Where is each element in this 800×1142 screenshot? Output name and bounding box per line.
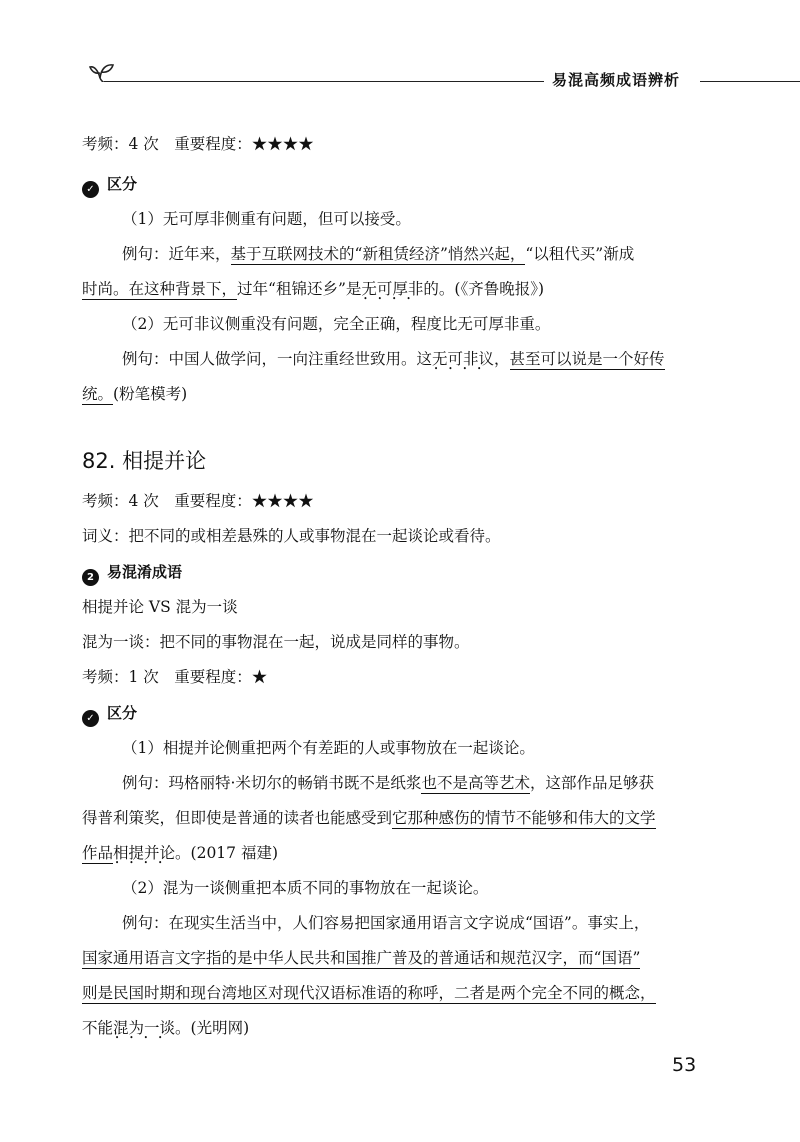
example-sentence: 例句：玛格丽特·米切尔的畅销书既不是纸浆也不是高等艺术，这部作品足够获 xyxy=(122,774,654,792)
meaning-line: 词义：把不同的或相差悬殊的人或事物混在一起谈论或看待。 xyxy=(82,527,501,545)
frequency-line: 考频：4 次 重要程度：★★★★ xyxy=(82,135,314,153)
running-header xyxy=(0,52,800,92)
number-two-icon: 2 xyxy=(82,569,99,586)
section-heading-confusable: 2 易混淆成语 xyxy=(82,561,182,586)
header-rule-left xyxy=(104,81,544,82)
header-title: 易混高频成语辨析 xyxy=(552,71,681,89)
example-sentence: 例句：近年来，基于互联网技术的“新租赁经济”悄然兴起，“以租代买”渐成 xyxy=(122,245,635,263)
frequency-line: 考频：1 次 重要程度：★ xyxy=(82,668,268,686)
example-sentence: 例句：中国人做学问，一向注重经世致用。这无可非议 • • • •，甚至可以说是一个好传 xyxy=(122,348,665,370)
paragraph: （1）无可厚非侧重有问题，但可以接受。 xyxy=(122,210,411,228)
paragraph: （2）混为一谈侧重把本质不同的事物放在一起谈论。 xyxy=(122,879,489,897)
paragraph: （1）相提并论侧重把两个有差距的人或事物放在一起谈论。 xyxy=(122,739,535,757)
meaning-line: 混为一谈：把不同的事物混在一起，说成是同样的事物。 xyxy=(82,633,470,651)
example-sentence: 例句：在现实生活当中，人们容易把国家通用语言文字说成“国语”。事实上， xyxy=(122,914,650,932)
sprout-icon xyxy=(88,56,116,82)
example-sentence-cont: 统。(粉笔模考) xyxy=(82,385,188,403)
example-sentence-cont: 时尚。在这种背景下，过年“租锦还乡”是无可厚非 • • • •的。(《齐鲁晚报》) xyxy=(82,278,544,300)
paragraph: （2）无可非议侧重没有问题，完全正确，程度比无可厚非重。 xyxy=(122,315,551,333)
page-number: 53 xyxy=(672,1054,697,1076)
example-sentence-cont: 则是民国时期和现台湾地区对现代汉语标准语的称呼，二者是两个完全不同的概念， xyxy=(82,984,656,1002)
entry-title: 82. 相提并论 xyxy=(82,449,207,473)
check-icon: ✓ xyxy=(82,710,99,727)
header-rule-right xyxy=(700,81,800,82)
example-sentence-cont: 作品相提并论 • • • •。(2017 福建) xyxy=(82,842,278,864)
comparison-line: 相提并论 VS 混为一谈 xyxy=(82,598,238,616)
example-sentence-cont: 国家通用语言文字指的是中华人民共和国推广普及的普通话和规范汉字，而“国语” xyxy=(82,949,641,967)
check-icon: ✓ xyxy=(82,181,99,198)
frequency-line: 考频：4 次 重要程度：★★★★ xyxy=(82,492,314,510)
section-heading-distinguish: ✓ 区分 xyxy=(82,702,137,727)
section-heading-distinguish: ✓ 区分 xyxy=(82,173,137,198)
example-sentence-cont: 不能混为一谈 • • • •。(光明网) xyxy=(82,1017,249,1039)
example-sentence-cont: 得普利策奖，但即使是普通的读者也能感受到它那种感伤的情节不能够和伟大的文学 xyxy=(82,809,656,827)
